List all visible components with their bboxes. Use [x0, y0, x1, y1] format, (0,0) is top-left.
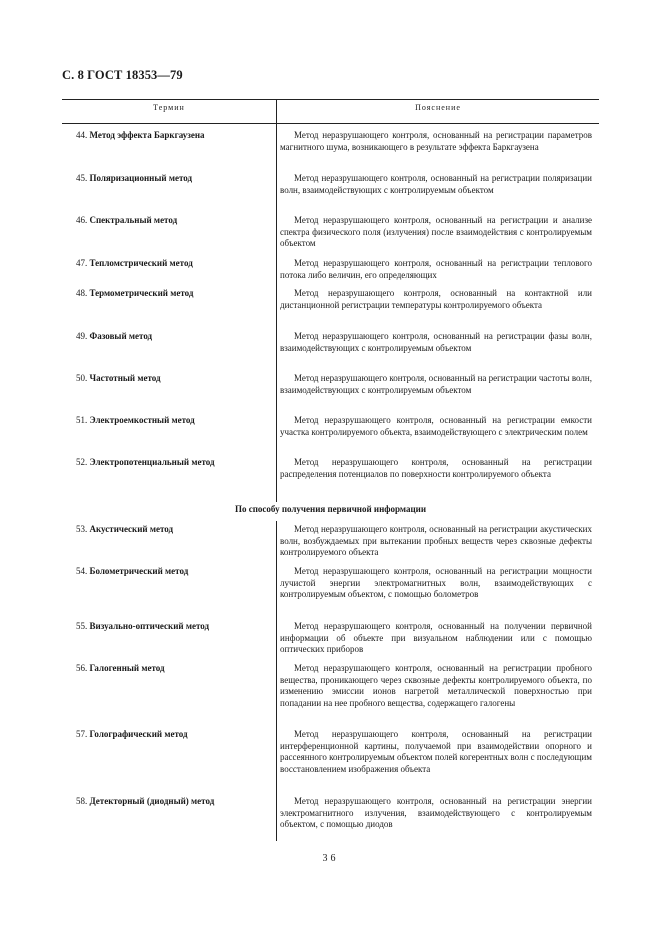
- term-name: Поляризационный метод: [89, 173, 193, 183]
- term-name: Термометрический метод: [89, 288, 194, 298]
- term-name: Электропотенциальный метод: [89, 457, 215, 467]
- term-name: Болометрический метод: [89, 566, 189, 576]
- term-name: Галогенный метод: [89, 663, 165, 673]
- term-number: 51.: [76, 415, 88, 425]
- explanation-cell: Метод неразрушающего контроля, основанный на регистрации и анализе спектра физического поля (излучения) после взаимодействия с контролируемым объектом: [280, 215, 592, 249]
- explanation-cell: Метод неразрушающего контроля, основанный на регистрации параметров магнитного шума, возникающего в результате эффекта Баркгаузена: [280, 130, 592, 152]
- term-cell: [76, 173, 274, 185]
- column-divider: [276, 99, 277, 502]
- explanation-cell: Метод неразрушающего контроля, основанный на регистрации энергии электромагнитного излучения, взаимодействующего с контролируемым объектом, с помощью диодов: [280, 796, 592, 830]
- term-number: 50.: [76, 373, 88, 383]
- term-cell: [76, 621, 274, 633]
- column-header-explanation: Пояснение: [415, 103, 461, 112]
- term-cell: [76, 457, 274, 469]
- term-number: 57.: [76, 729, 88, 739]
- term-number: 46.: [76, 215, 88, 225]
- term-number: 55.: [76, 621, 88, 631]
- term-name: Спектральный метод: [89, 215, 178, 225]
- table-header-rule: [62, 123, 599, 124]
- explanation-cell: Метод неразрушающего контроля, основанный на регистрации мощности лучистой энергии электромагнитных волн, взаимодействующих с контролируемым объектом, с помощью болометров: [280, 566, 592, 600]
- explanation-cell: Метод неразрушающего контроля, основанный на регистрации фазы волн, взаимодействующих с контролируемым объектом: [280, 331, 592, 353]
- explanation-cell: Метод неразрушающего контроля, основанный на регистрации интерференционной картины, получаемой при взаимодействии опорного и рассеянного контролируемым объектом полей когерентных волн с последующим восстановлением изображения объекта: [280, 729, 592, 774]
- term-name: Частотный метод: [89, 373, 161, 383]
- term-cell: [76, 415, 274, 427]
- term-name: Тепломстрический метод: [89, 258, 193, 268]
- term-name: Визуально-оптический метод: [89, 621, 210, 631]
- term-name: Фазовый метод: [89, 331, 153, 341]
- column-header-term: Термин: [153, 103, 185, 112]
- page-number: 36: [322, 853, 339, 864]
- term-number: 44.: [76, 130, 88, 140]
- term-cell: [76, 288, 274, 300]
- table-top-rule: [62, 99, 599, 100]
- term-name: Акустический метод: [89, 524, 174, 534]
- page-header: С. 8 ГОСТ 18353—79: [62, 68, 183, 82]
- term-name: Детекторный (диодный) метод: [89, 796, 215, 806]
- term-cell: [76, 331, 274, 343]
- term-number: 52.: [76, 457, 88, 467]
- explanation-cell: Метод неразрушающего контроля, основанный на контактной или дистанционной регистрации температуры контролируемого объекта: [280, 288, 592, 310]
- term-name: Электроемкостный метод: [89, 415, 195, 425]
- explanation-cell: Метод неразрушающего контроля, основанный на получении первичной информации об объекте при визуальном наблюдении или с помощью оптических приборов: [280, 621, 592, 655]
- term-cell: [76, 373, 274, 385]
- term-cell: [76, 566, 274, 578]
- term-name: Метод эффекта Баркгаузена: [89, 130, 205, 140]
- explanation-cell: Метод неразрушающего контроля, основанный на регистрации распределения потенциалов по поверхности контролируемого объекта: [280, 457, 592, 479]
- explanation-cell: Метод неразрушающего контроля, основанный на регистрации теплового потока либо величин, его определяющих: [280, 258, 592, 280]
- term-number: 53.: [76, 524, 88, 534]
- term-cell: [76, 524, 274, 536]
- term-cell: [76, 663, 274, 675]
- explanation-cell: Метод неразрушающего контроля, основанный на регистрации акустических волн, возбуждаемых при вытекании пробных веществ через сквозные дефекты контролируемого объекта: [280, 524, 592, 558]
- term-number: 54.: [76, 566, 88, 576]
- term-cell: [76, 130, 274, 142]
- term-cell: [76, 258, 274, 270]
- term-number: 48.: [76, 288, 88, 298]
- term-number: 49.: [76, 331, 88, 341]
- term-number: 58.: [76, 796, 88, 806]
- term-cell: [76, 215, 274, 227]
- section-title: По способу получения первичной информации: [234, 504, 427, 514]
- term-number: 47.: [76, 258, 88, 268]
- explanation-cell: Метод неразрушающего контроля, основанный на регистрации пробного вещества, проникающего через сквозные дефекты контролируемого объекта, по изменению эмиссии ионов нагретой металлической поверхностью при попадании на нее пробного вещества, содержащего галогены: [280, 663, 592, 708]
- column-divider: [276, 521, 277, 841]
- term-cell: [76, 796, 274, 808]
- term-number: 45.: [76, 173, 88, 183]
- explanation-cell: Метод неразрушающего контроля, основанный на регистрации емкости участка контролируемого объекта, взаимодействующего с электрическим полем: [280, 415, 592, 437]
- explanation-cell: Метод неразрушающего контроля, основанный на регистрации поляризации волн, взаимодействующих с контролируемым объектом: [280, 173, 592, 195]
- term-number: 56.: [76, 663, 88, 673]
- term-name: Голографический метод: [89, 729, 188, 739]
- term-cell: [76, 729, 274, 741]
- explanation-cell: Метод неразрушающего контроля, основанный на регистрации частоты волн, взаимодействующих с контролируемым объектом: [280, 373, 592, 395]
